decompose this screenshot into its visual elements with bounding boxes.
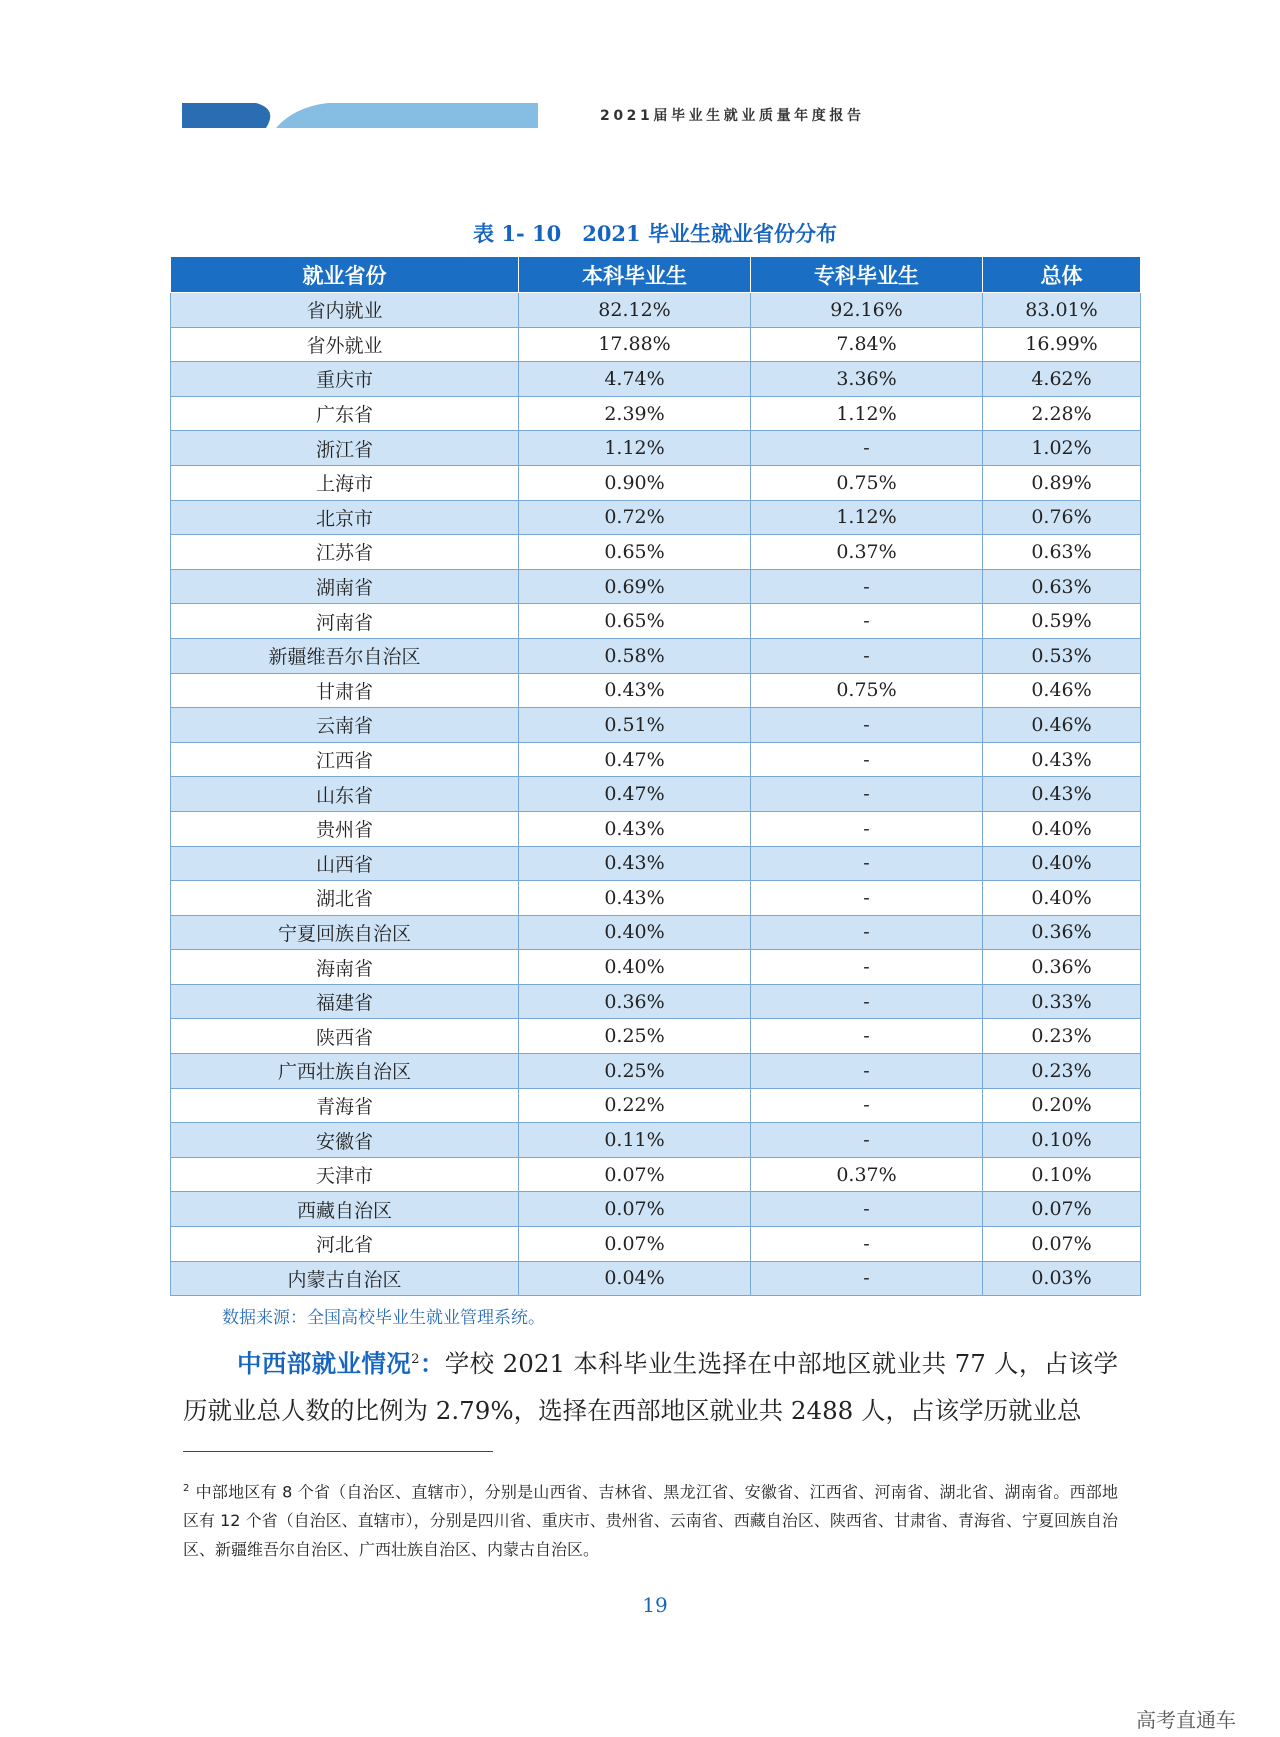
cell-overall: 16.99% — [983, 327, 1141, 362]
cell-junior-college: 0.37% — [751, 535, 983, 570]
table-header-row — [171, 257, 1141, 293]
cell-junior-college: 0.37% — [751, 1157, 983, 1192]
cell-junior-college: - — [751, 811, 983, 846]
cell-overall: 0.07% — [983, 1192, 1141, 1227]
footnote-marker: 2 — [183, 1483, 190, 1494]
footnote-divider — [183, 1451, 493, 1452]
cell-undergraduate: 0.40% — [519, 950, 751, 985]
cell-undergraduate: 82.12% — [519, 293, 751, 328]
cell-undergraduate: 0.90% — [519, 465, 751, 500]
cell-junior-college: 3.36% — [751, 362, 983, 397]
watermark-text: 高考直通车 — [1136, 1708, 1236, 1732]
paragraph-lead-heading — [237, 1349, 445, 1378]
cell-junior-college: - — [751, 638, 983, 673]
cell-undergraduate: 0.22% — [519, 1088, 751, 1123]
cell-province: 山东省 — [171, 777, 519, 812]
cell-overall: 0.63% — [983, 569, 1141, 604]
cell-junior-college: - — [751, 1088, 983, 1123]
table-row — [171, 673, 1141, 708]
cell-overall: 2.28% — [983, 396, 1141, 431]
cell-province: 江苏省 — [171, 535, 519, 570]
cell-undergraduate: 0.43% — [519, 881, 751, 916]
table-row — [171, 1192, 1141, 1227]
cell-overall: 0.59% — [983, 604, 1141, 639]
cell-undergraduate: 0.11% — [519, 1123, 751, 1158]
cell-undergraduate: 0.07% — [519, 1157, 751, 1192]
province-distribution-table — [170, 256, 1141, 1296]
table-row — [171, 1123, 1141, 1158]
table-row — [171, 1261, 1141, 1296]
cell-province: 浙江省 — [171, 431, 519, 466]
cell-junior-college: - — [751, 1261, 983, 1296]
cell-junior-college: - — [751, 984, 983, 1019]
cell-overall: 83.01% — [983, 293, 1141, 328]
cell-overall: 0.36% — [983, 950, 1141, 985]
data-source-note: 数据来源：全国高校毕业生就业管理系统。 — [222, 1308, 545, 1328]
table-row — [171, 293, 1141, 328]
table-row — [171, 1157, 1141, 1192]
table-row — [171, 500, 1141, 535]
header-banner-graphic — [182, 103, 538, 128]
table-row — [171, 431, 1141, 466]
cell-overall: 0.76% — [983, 500, 1141, 535]
cell-undergraduate: 0.65% — [519, 535, 751, 570]
table-row — [171, 811, 1141, 846]
cell-province: 青海省 — [171, 1088, 519, 1123]
cell-province: 广西壮族自治区 — [171, 1054, 519, 1089]
cell-undergraduate: 0.65% — [519, 604, 751, 639]
column-header-overall: 总体 — [983, 257, 1141, 293]
cell-province: 宁夏回族自治区 — [171, 915, 519, 950]
cell-junior-college: - — [751, 1019, 983, 1054]
cell-province: 河南省 — [171, 604, 519, 639]
cell-province: 海南省 — [171, 950, 519, 985]
cell-overall: 0.03% — [983, 1261, 1141, 1296]
cell-undergraduate: 0.25% — [519, 1054, 751, 1089]
cell-overall: 0.10% — [983, 1123, 1141, 1158]
page-number: 19 — [642, 1593, 668, 1617]
table-row — [171, 742, 1141, 777]
cell-overall: 4.62% — [983, 362, 1141, 397]
cell-undergraduate: 0.43% — [519, 811, 751, 846]
cell-province: 北京市 — [171, 500, 519, 535]
cell-undergraduate: 0.51% — [519, 708, 751, 743]
cell-junior-college: 1.12% — [751, 500, 983, 535]
cell-overall: 0.46% — [983, 673, 1141, 708]
cell-overall: 0.07% — [983, 1227, 1141, 1262]
cell-overall: 0.43% — [983, 777, 1141, 812]
table-row — [171, 950, 1141, 985]
cell-undergraduate: 0.07% — [519, 1227, 751, 1262]
table-row — [171, 1054, 1141, 1089]
cell-junior-college: 0.75% — [751, 673, 983, 708]
paragraph-lead-text: 中西部就业情况 — [237, 1349, 412, 1379]
cell-province: 山西省 — [171, 846, 519, 881]
cell-overall: 0.40% — [983, 846, 1141, 881]
table-row — [171, 984, 1141, 1019]
cell-province: 河北省 — [171, 1227, 519, 1262]
cell-overall: 0.53% — [983, 638, 1141, 673]
cell-undergraduate: 2.39% — [519, 396, 751, 431]
column-header-province: 就业省份 — [171, 257, 519, 293]
footnote-reference[interactable]: 2 — [411, 1352, 420, 1367]
cell-province: 湖北省 — [171, 881, 519, 916]
cell-province: 贵州省 — [171, 811, 519, 846]
table-row — [171, 362, 1141, 397]
cell-undergraduate: 0.25% — [519, 1019, 751, 1054]
table-body — [171, 293, 1141, 1296]
cell-province: 云南省 — [171, 708, 519, 743]
report-header-title: 2021届毕业生就业质量年度报告 — [600, 108, 865, 124]
cell-undergraduate: 0.36% — [519, 984, 751, 1019]
footnote-text: 中部地区有 8 个省（自治区、直辖市），分别是山西省、吉林省、黑龙江省、安徽省、江西省、河南省、湖北省、湖南省。西部地区有 12 个省（自治区、直辖市），分别是四川省、重庆市、贵州省、云南省、西藏自治区、陕西省、甘肃省、青海省、宁夏回族自治区、新疆维吾尔自治区、广西壮族自治区、内蒙古自治区。 — [183, 1482, 1118, 1560]
cell-junior-college: - — [751, 1054, 983, 1089]
cell-overall: 0.63% — [983, 535, 1141, 570]
cell-overall: 0.43% — [983, 742, 1141, 777]
cell-junior-college: - — [751, 604, 983, 639]
table-row — [171, 535, 1141, 570]
table-row — [171, 604, 1141, 639]
cell-undergraduate: 4.74% — [519, 362, 751, 397]
cell-overall: 0.40% — [983, 811, 1141, 846]
cell-undergraduate: 1.12% — [519, 431, 751, 466]
cell-junior-college: 1.12% — [751, 396, 983, 431]
cell-junior-college: 0.75% — [751, 465, 983, 500]
cell-junior-college: - — [751, 777, 983, 812]
paragraph-body: 学校 2021 本科毕业生选择在中部地区就业共 77 人，占该学历就业总人数的比例为 2.79%，选择在西部地区就业共 2488 人，占该学历就业总 — [183, 1349, 1119, 1426]
cell-undergraduate: 0.07% — [519, 1192, 751, 1227]
cell-province: 甘肃省 — [171, 673, 519, 708]
cell-overall: 0.33% — [983, 984, 1141, 1019]
cell-undergraduate: 0.72% — [519, 500, 751, 535]
cell-province: 陕西省 — [171, 1019, 519, 1054]
cell-undergraduate: 0.58% — [519, 638, 751, 673]
cell-overall: 1.02% — [983, 431, 1141, 466]
cell-province: 上海市 — [171, 465, 519, 500]
cell-province: 安徽省 — [171, 1123, 519, 1158]
cell-junior-college: 7.84% — [751, 327, 983, 362]
cell-province: 内蒙古自治区 — [171, 1261, 519, 1296]
table-row — [171, 846, 1141, 881]
cell-junior-college: 92.16% — [751, 293, 983, 328]
table-row — [171, 1088, 1141, 1123]
cell-overall: 0.20% — [983, 1088, 1141, 1123]
table-row — [171, 777, 1141, 812]
cell-overall: 0.46% — [983, 708, 1141, 743]
table-row — [171, 1227, 1141, 1262]
footnote — [183, 1474, 1118, 1564]
table-row — [171, 465, 1141, 500]
cell-overall: 0.23% — [983, 1054, 1141, 1089]
cell-junior-college: - — [751, 1123, 983, 1158]
table-row — [171, 708, 1141, 743]
cell-province: 省外就业 — [171, 327, 519, 362]
table-row — [171, 915, 1141, 950]
cell-undergraduate: 0.69% — [519, 569, 751, 604]
paragraph-lead-colon: ： — [419, 1349, 445, 1379]
table-row — [171, 569, 1141, 604]
cell-junior-college: - — [751, 881, 983, 916]
cell-undergraduate: 17.88% — [519, 327, 751, 362]
cell-junior-college: - — [751, 1192, 983, 1227]
cell-undergraduate: 0.43% — [519, 673, 751, 708]
cell-province: 省内就业 — [171, 293, 519, 328]
cell-undergraduate: 0.47% — [519, 777, 751, 812]
table-row — [171, 881, 1141, 916]
cell-junior-college: - — [751, 846, 983, 881]
cell-province: 重庆市 — [171, 362, 519, 397]
table-row — [171, 1019, 1141, 1054]
cell-undergraduate: 0.40% — [519, 915, 751, 950]
table-row — [171, 396, 1141, 431]
table-caption: 表 1- 10 2021 毕业生就业省份分布 — [473, 221, 837, 246]
cell-province: 广东省 — [171, 396, 519, 431]
cell-province: 福建省 — [171, 984, 519, 1019]
cell-province: 新疆维吾尔自治区 — [171, 638, 519, 673]
cell-province: 江西省 — [171, 742, 519, 777]
column-header-junior-college: 专科毕业生 — [751, 257, 983, 293]
cell-undergraduate: 0.43% — [519, 846, 751, 881]
table-row — [171, 327, 1141, 362]
cell-undergraduate: 0.47% — [519, 742, 751, 777]
cell-overall: 0.10% — [983, 1157, 1141, 1192]
cell-junior-college: - — [751, 708, 983, 743]
cell-junior-college: - — [751, 431, 983, 466]
cell-junior-college: - — [751, 915, 983, 950]
cell-province: 天津市 — [171, 1157, 519, 1192]
cell-overall: 0.23% — [983, 1019, 1141, 1054]
cell-junior-college: - — [751, 569, 983, 604]
central-western-employment-paragraph — [183, 1336, 1118, 1434]
cell-province: 湖南省 — [171, 569, 519, 604]
cell-junior-college: - — [751, 742, 983, 777]
cell-junior-college: - — [751, 950, 983, 985]
column-header-undergraduate: 本科毕业生 — [519, 257, 751, 293]
cell-undergraduate: 0.04% — [519, 1261, 751, 1296]
cell-overall: 0.40% — [983, 881, 1141, 916]
cell-overall: 0.89% — [983, 465, 1141, 500]
table-row — [171, 638, 1141, 673]
cell-overall: 0.36% — [983, 915, 1141, 950]
cell-province: 西藏自治区 — [171, 1192, 519, 1227]
cell-junior-college: - — [751, 1227, 983, 1262]
